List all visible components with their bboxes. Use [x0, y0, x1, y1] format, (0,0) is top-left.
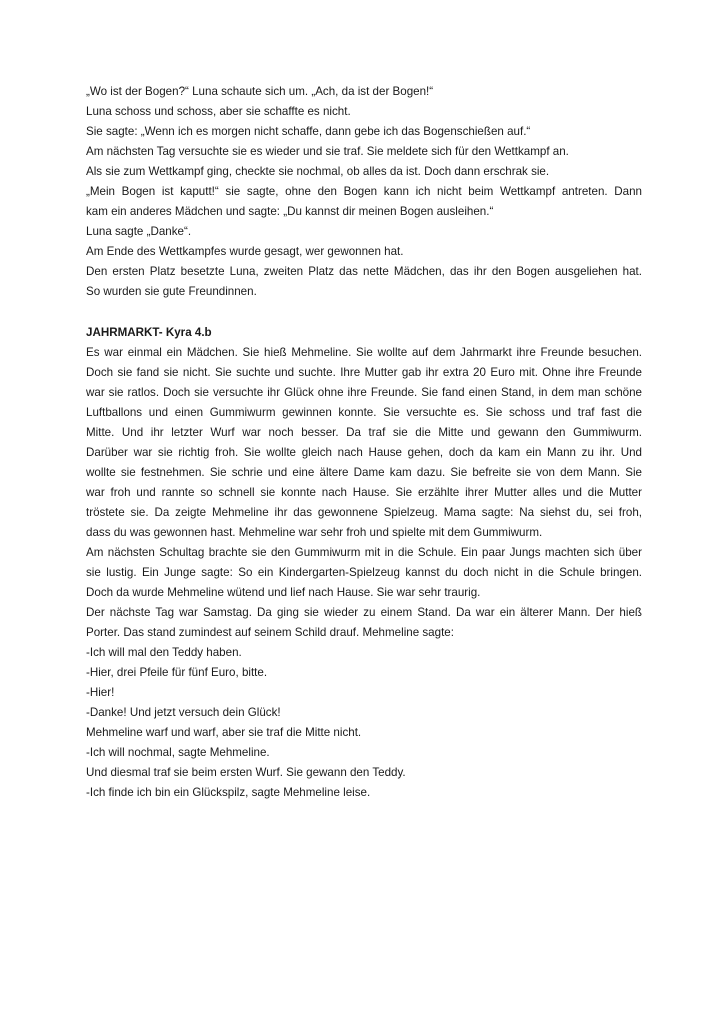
story-one: [86, 82, 642, 302]
paragraph-line: Der nächste Tag war Samstag. Da ging sie wieder zu einem Stand. Da war ein älterer Mann. Der hieß: [86, 606, 642, 619]
paragraph-line: Luftballons und einen Gummiwurm gewinnen konnte. Sie versuchte es. Sie schoss und traf fast die: [86, 406, 642, 419]
paragraph-line: Porter. Das stand zumindest auf seinem Schild drauf. Mehmeline sagte:: [86, 626, 454, 639]
paragraph-line: dass du was gewonnen hast. Mehmeline war sehr froh und spielte mit dem Gummiwurm.: [86, 526, 543, 539]
paragraph-line: Am nächsten Schultag brachte sie den Gummiwurm mit in die Schule. Ein paar Jungs machten sich über: [86, 546, 642, 559]
section-heading: JAHRMARKT- Kyra 4.b: [86, 326, 212, 339]
paragraph-line: Am nächsten Tag versuchte sie es wieder und sie traf. Sie meldete sich für den Wettkampf an.: [86, 145, 569, 158]
dialogue-line: -Danke! Und jetzt versuch dein Glück!: [86, 706, 281, 719]
paragraph-line: Doch sie fand sie nicht. Sie suchte und suchte. Ihre Mutter gab ihr extra 20 Euro mit. Ohne ihre Freunde: [86, 366, 642, 379]
paragraph-line: Doch da wurde Mehmeline wütend und lief nach Hause. Sie war sehr traurig.: [86, 586, 481, 599]
paragraph-line: Den ersten Platz besetzte Luna, zweiten Platz das nette Mädchen, das ihr den Bogen ausgeliehen hat.: [86, 265, 642, 278]
paragraph-line: Luna schoss und schoss, aber sie schaffte es nicht.: [86, 105, 351, 118]
paragraph-line: kam ein anderes Mädchen und sagte: „Du kannst dir meinen Bogen ausleihen.“: [86, 205, 494, 218]
paragraph-line: Es war einmal ein Mädchen. Sie hieß Mehmeline. Sie wollte auf dem Jahrmarkt ihre Freunde besuchen.: [86, 346, 642, 359]
paragraph-line: wollte sie festnehmen. Sie schrie und eine ältere Dame kam dazu. Sie befreite sie von dem Mann. Sie: [86, 466, 642, 479]
paragraph-line: war froh und rannte so schnell sie konnte nach Hause. Sie erzählte ihrer Mutter alles und die Mutter: [86, 486, 642, 499]
paragraph-line: „Mein Bogen ist kaputt!“ sie sagte, ohne den Bogen kann ich nicht beim Wettkampf antreten. Dann: [86, 185, 642, 198]
paragraph-line: Mehmeline warf und warf, aber sie traf die Mitte nicht.: [86, 726, 362, 739]
paragraph-line: „Wo ist der Bogen?“ Luna schaute sich um. „Ach, da ist der Bogen!“: [86, 85, 434, 98]
paragraph-line: tröstete sie. Da zeigte Mehmeline ihr das gewonnene Spielzeug. Mama sagte: Na siehst du, sei froh,: [86, 506, 642, 519]
dialogue-line: -Ich will nochmal, sagte Mehmeline.: [86, 746, 270, 759]
paragraph-line: Am Ende des Wettkampfes wurde gesagt, wer gewonnen hat.: [86, 245, 404, 258]
paragraph-line: Als sie zum Wettkampf ging, checkte sie nochmal, ob alles da ist. Doch dann erschrak sie.: [86, 165, 550, 178]
story-two: [86, 323, 642, 803]
paragraph-line: Luna sagte „Danke“.: [86, 225, 192, 238]
section-gap: [86, 302, 642, 323]
paragraph-line: So wurden sie gute Freundinnen.: [86, 285, 257, 298]
paragraph-line: Darüber war sie richtig froh. Sie wollte gleich nach Hause gehen, doch da kam ein Mann zu ihr. Und: [86, 446, 642, 459]
paragraph-line: Und diesmal traf sie beim ersten Wurf. Sie gewann den Teddy.: [86, 766, 406, 779]
paragraph-line: Mitte. Und ihr letzter Wurf war noch besser. Da traf sie die Mitte und gewann den Gummiwurm.: [86, 426, 642, 439]
paragraph-line: Sie sagte: „Wenn ich es morgen nicht schaffe, dann gebe ich das Bogenschießen auf.“: [86, 125, 531, 138]
document-page: [86, 82, 642, 803]
dialogue-line: -Ich will mal den Teddy haben.: [86, 646, 242, 659]
dialogue-line: -Ich finde ich bin ein Glückspilz, sagte Mehmeline leise.: [86, 786, 371, 799]
dialogue-line: -Hier!: [86, 686, 115, 699]
dialogue-line: -Hier, drei Pfeile für fünf Euro, bitte.: [86, 666, 268, 679]
paragraph-line: war sie ratlos. Doch sie versuchte ihr Glück ohne ihre Freunde. Sie fand einen Stand, in dem man schöne: [86, 386, 642, 399]
paragraph-line: sie lustig. Ein Junge sagte: So ein Kindergarten-Spielzeug kannst du doch nicht in die Schule bringen.: [86, 566, 642, 579]
